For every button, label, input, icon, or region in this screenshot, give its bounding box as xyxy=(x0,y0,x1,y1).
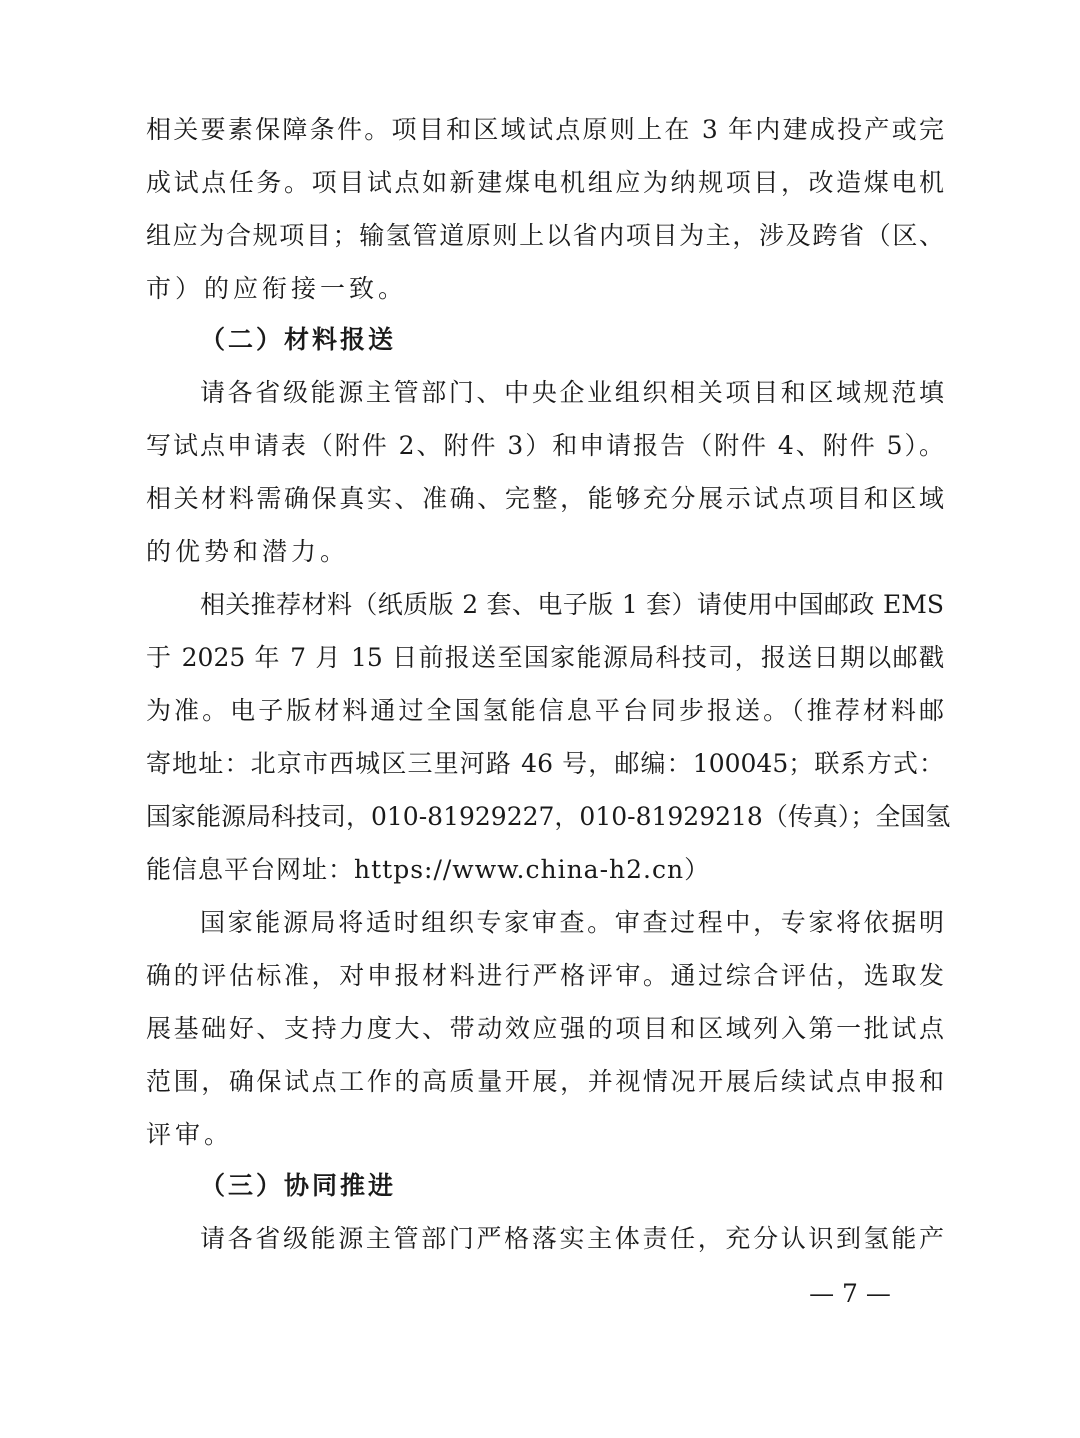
paragraph-4-line-2: 确的评估标准，对申报材料进行严格评审。通过综合评估，选取发 xyxy=(146,961,944,990)
paragraph-5-line-1: 请各省级能源主管部门严格落实主体责任，充分认识到氢能产 xyxy=(200,1224,944,1253)
paragraph-2-line-2: 写试点申请表（附件 2、附件 3）和申请报告（附件 4、附件 5）。 xyxy=(146,431,944,460)
section-heading-materials-submission: （二）材料报送 xyxy=(200,325,397,354)
paragraph-1-line-4: 市）的应衔接一致。 xyxy=(146,274,408,303)
paragraph-1-line-1: 相关要素保障条件。项目和区域试点原则上在 3 年内建成投产或完 xyxy=(146,115,944,144)
paragraph-3-line-5: 国家能源局科技司，010-81929227，010-81929218（传真）；全国氢 xyxy=(146,802,951,831)
paragraph-2-line-3: 相关材料需确保真实、准确、完整，能够充分展示试点项目和区域 xyxy=(146,484,944,513)
paragraph-2-line-1: 请各省级能源主管部门、中央企业组织相关项目和区域规范填 xyxy=(200,378,944,407)
paragraph-3-line-1: 相关推荐材料（纸质版 2 套、电子版 1 套）请使用中国邮政 EMS xyxy=(200,590,944,619)
paragraph-4-line-4: 范围，确保试点工作的高质量开展，并视情况开展后续试点申报和 xyxy=(146,1067,944,1096)
page-number: — 7 — xyxy=(809,1279,891,1308)
paragraph-4-line-3: 展基础好、支持力度大、带动效应强的项目和区域列入第一批试点 xyxy=(146,1014,944,1043)
paragraph-3-line-2: 于 2025 年 7 月 15 日前报送至国家能源局科技司，报送日期以邮戳 xyxy=(146,643,944,672)
paragraph-3-line-6: 能信息平台网址：https://www.china-h2.cn） xyxy=(146,855,711,884)
paragraph-1-line-2: 成试点任务。项目试点如新建煤电机组应为纳规项目，改造煤电机 xyxy=(146,168,944,197)
paragraph-3-line-3: 为准。电子版材料通过全国氢能信息平台同步报送。（推荐材料邮 xyxy=(146,696,944,725)
paragraph-3-line-4: 寄地址：北京市西城区三里河路 46 号，邮编：100045；联系方式： xyxy=(146,749,944,778)
paragraph-4-line-5: 评审。 xyxy=(146,1120,234,1149)
paragraph-4-line-1: 国家能源局将适时组织专家审查。审查过程中，专家将依据明 xyxy=(200,908,944,937)
paragraph-1-line-3: 组应为合规项目；输氢管道原则上以省内项目为主，涉及跨省（区、 xyxy=(146,221,944,250)
section-heading-coordinated-advance: （三）协同推进 xyxy=(200,1171,397,1200)
paragraph-2-line-4: 的优势和潜力。 xyxy=(146,537,350,566)
